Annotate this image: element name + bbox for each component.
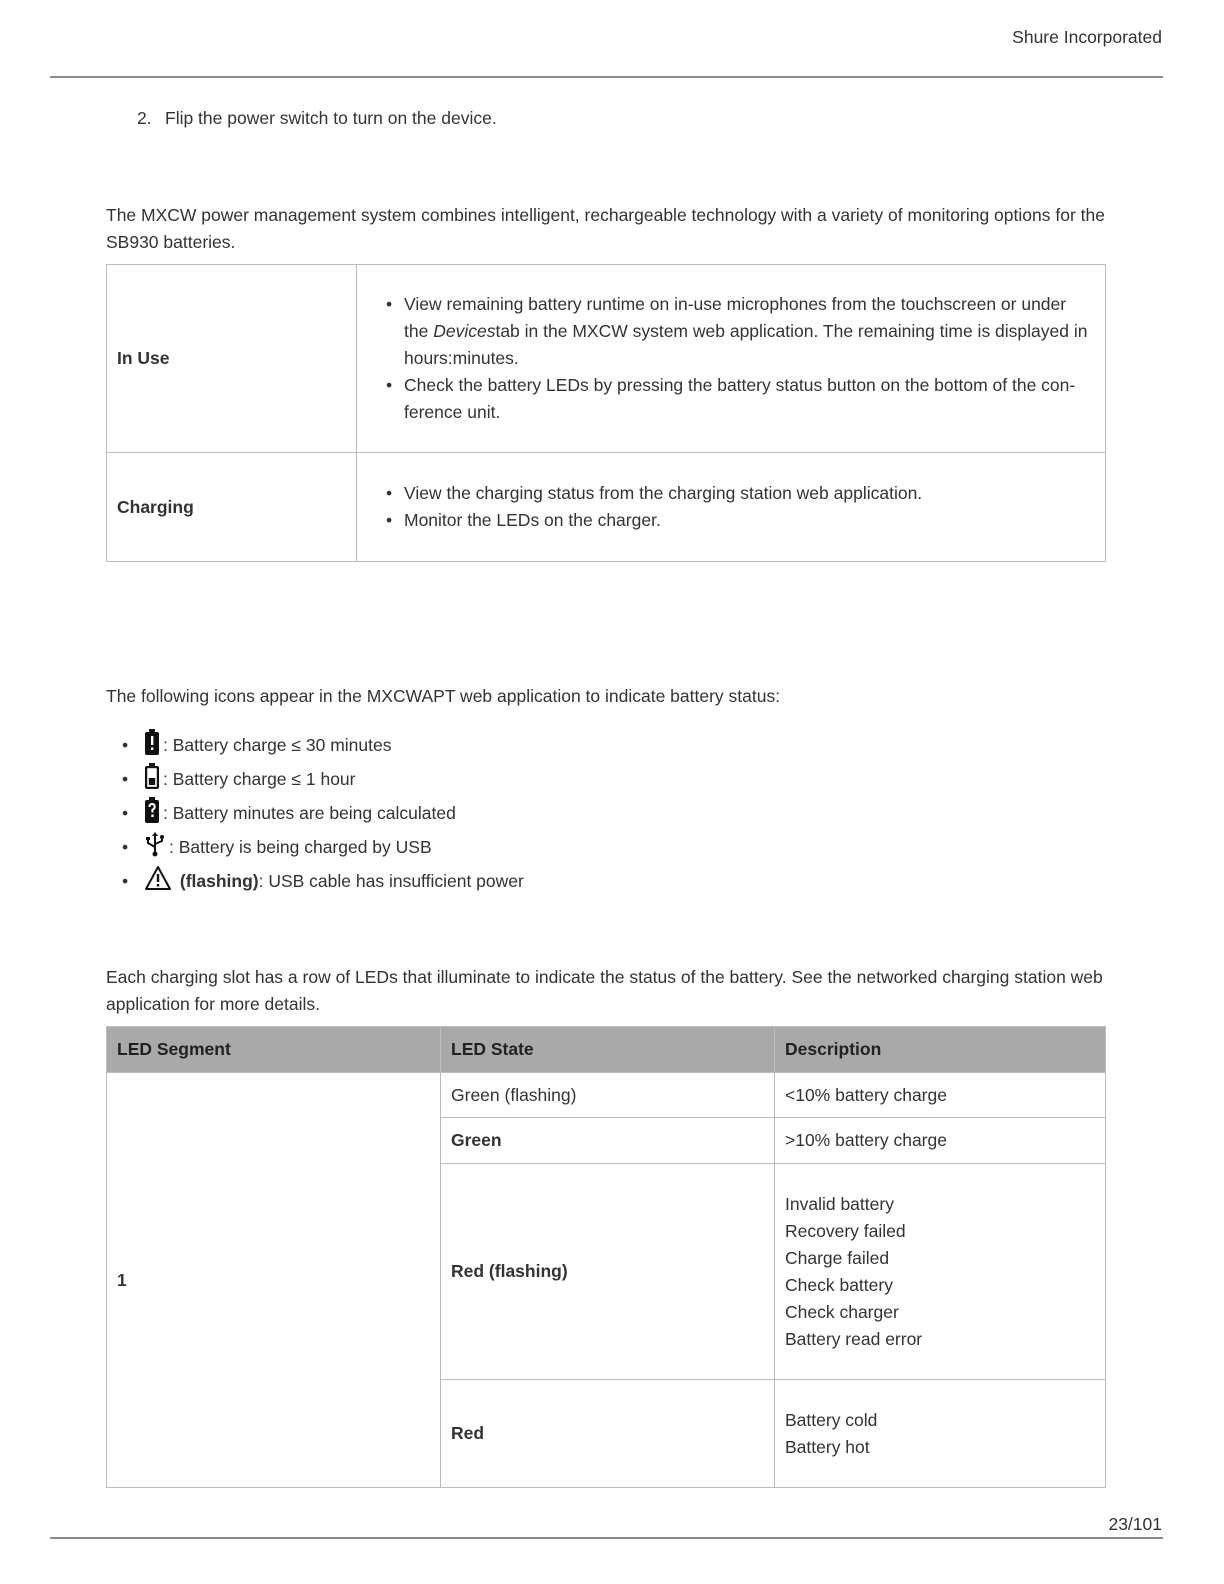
step-number: 2.: [137, 108, 152, 128]
list-item: • : Battery minutes are being calculated: [106, 796, 524, 830]
description-cell: >10% battery charge: [775, 1118, 1106, 1164]
row-label-charging: Charging: [107, 453, 357, 562]
list-item: • View the charging status from the charging station web application.: [404, 480, 1095, 507]
list-item: • : Battery is being charged by USB: [106, 830, 524, 864]
intro-paragraph: The MXCW power management system combines intelligent, rechargeable technology with a variety of monitoring options for the SB930 batteries.: [106, 205, 1105, 252]
row-content-charging: [357, 453, 1106, 562]
led-state-cell: Green (flashing): [441, 1073, 775, 1118]
step-text: Flip the power switch to turn on the device.: [165, 108, 497, 128]
footer-divider: [50, 1537, 1163, 1539]
battery-monitoring-table: [106, 264, 1106, 562]
row-label-in-use: In Use: [107, 265, 357, 453]
led-segment-cell: 1: [107, 1073, 441, 1488]
icons-paragraph: The following icons appear in the MXCWAPT web application to indicate battery status:: [106, 686, 781, 706]
table-header-row: [107, 1027, 1106, 1073]
led-paragraph: Each charging slot has a row of LEDs that illuminate to indicate the status of the battery. See the networked charging station web application for more details.: [106, 967, 1103, 1014]
led-state-cell: Green: [441, 1118, 775, 1164]
list-item: • Monitor the LEDs on the charger.: [404, 507, 1095, 534]
usb-icon: [144, 831, 166, 857]
battery-calculating-icon: [144, 797, 160, 823]
column-header: Description: [775, 1027, 1106, 1073]
row-content-in-use: [357, 265, 1106, 453]
table-row: [107, 453, 1106, 562]
led-status-table: [106, 1026, 1106, 1488]
flashing-label: (flashing): [175, 871, 259, 891]
header-company-name: Shure Incorporated: [1012, 27, 1162, 47]
warning-icon: [144, 865, 172, 891]
list-item: • (flashing): USB cable has insufficient power: [106, 864, 524, 898]
step-item: [137, 108, 497, 129]
battery-icons-list: [106, 728, 524, 898]
description-cell: Battery cold Battery hot: [775, 1380, 1106, 1488]
list-item: • View remaining battery runtime on in-use microphones from the touchscreen or under the Devicestab in the MXCW system web application. The remaining time is displayed in hours:minutes.: [404, 291, 1095, 372]
battery-low-icon: [144, 729, 160, 755]
header-divider: [50, 76, 1163, 78]
led-state-cell: Red: [441, 1380, 775, 1488]
table-row: [107, 265, 1106, 453]
list-item: • : Battery charge ≤ 1 hour: [106, 762, 524, 796]
column-header: LED Segment: [107, 1027, 441, 1073]
description-cell: <10% battery charge: [775, 1073, 1106, 1118]
led-state-cell: Red (flashing): [441, 1164, 775, 1380]
column-header: LED State: [441, 1027, 775, 1073]
page-number: 23/101: [1108, 1514, 1162, 1534]
battery-one-hour-icon: [144, 763, 160, 789]
description-cell: Invalid battery Recovery failed Charge failed Check battery Check charger Battery read error: [775, 1164, 1106, 1380]
table-row: [107, 1073, 1106, 1118]
devices-tab-reference: Devices: [433, 321, 496, 341]
list-item: • : Battery charge ≤ 30 minutes: [106, 728, 524, 762]
list-item: • Check the battery LEDs by pressing the battery status button on the bottom of the conference unit.: [404, 372, 1095, 426]
